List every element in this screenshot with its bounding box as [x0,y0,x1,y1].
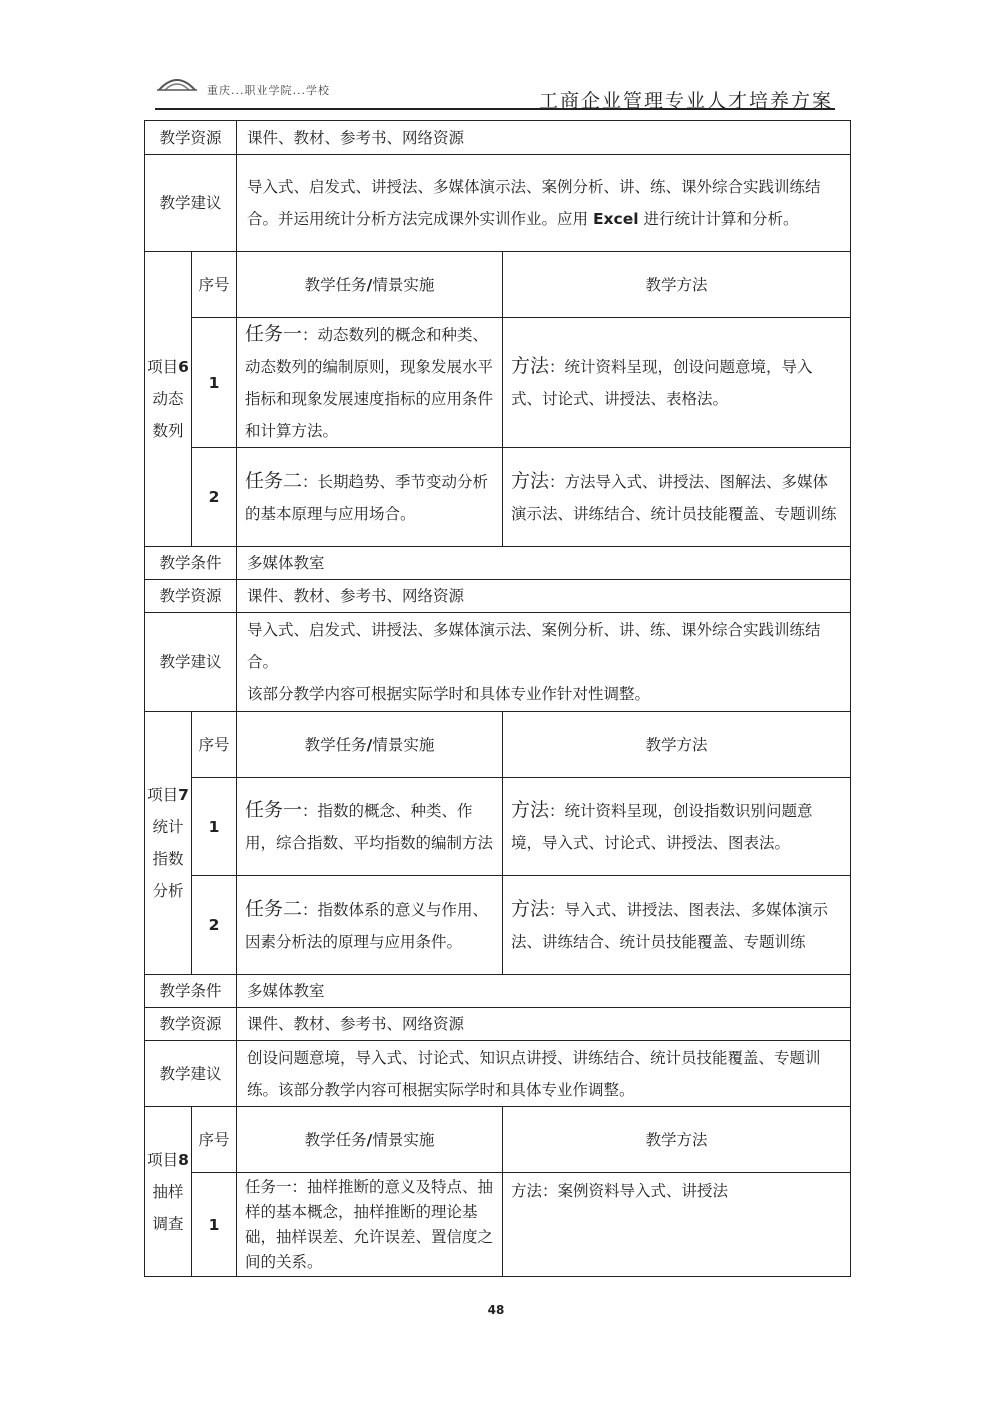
table-row [145,547,851,580]
method-header: 教学方法 [503,252,851,318]
page-number: 48 [487,1303,505,1317]
content-part: 导入式、启发式、讲授法、多媒体演示法、案例分析、讲、练、课外综合实践训练结合。并运用统计分析方法完成课外实训作业。应用 [247,178,821,228]
project-name: 统计指数分析 [152,818,184,900]
task-header-text: 教学任务 [304,275,367,294]
task-header-text: 教学任务 [304,1130,367,1149]
project-number: 8 [178,1150,189,1169]
page-header [155,70,835,110]
method-header: 教学方法 [503,712,851,778]
table-row [145,712,851,778]
table-row [145,1173,851,1277]
task-heading: 任务二 [245,897,303,920]
method-heading: 方法 [511,799,550,821]
curriculum-table [144,120,851,1277]
table-row [145,580,851,613]
row-label: 教学资源 [145,1008,237,1041]
content-part: 进行统计计算和分析。 [638,210,799,228]
method-cell [503,318,851,448]
project-label: 项目 [147,1150,179,1169]
school-logo-icon [157,74,197,92]
table-row [145,1041,851,1107]
method-text: ：统计资料呈现，创设指数识别问题意境，导入式、讨论式、讲授法、图表法。 [511,802,813,852]
task-text: ：长期趋势、季节变动分析的基本原理与应用场合。 [245,472,489,523]
task-header [237,1107,503,1173]
seq-number: 1 [192,318,237,448]
table-row [145,448,851,547]
header-rule [155,108,835,110]
task-header-text: 教学任务 [304,735,367,754]
method-text: ：方法导入式、讲授法、图解法、多媒体演示法、讲练结合、统计员技能覆盖、专题训练 [511,472,837,523]
project-title [145,252,192,547]
task-header-slash: / [366,275,373,294]
seq-header: 序号 [192,712,237,778]
project-title [145,712,192,975]
row-content: 多媒体教室 [237,975,851,1008]
method-cell [503,778,851,876]
project-title [145,1107,192,1277]
task-cell [237,318,503,448]
task-cell [237,876,503,975]
project-name: 抽样调查 [152,1182,184,1233]
table-row [145,1008,851,1041]
row-content: 课件、教材、参考书、网络资源 [237,580,851,613]
task-text: ：指数体系的意义与作用、因素分析法的原理与应用条件。 [245,900,489,951]
row-label: 教学建议 [145,1041,237,1107]
row-content: 多媒体教室 [237,547,851,580]
project-name: 动态数列 [152,390,184,440]
table-row [145,1107,851,1173]
task-header-text: 情景实施 [372,1130,435,1149]
row-content: 创设问题意境，导入式、讨论式、知识点讲授、讲练结合、统计员技能覆盖、专题训练。该部分教学内容可根据实际学时和具体专业作调整。 [237,1041,851,1107]
row-content: 课件、教材、参考书、网络资源 [237,1008,851,1041]
row-label: 教学建议 [145,613,237,712]
content-line: 导入式、启发式、讲授法、多媒体演示法、案例分析、讲、练、课外综合实践训练结合。 [247,621,821,671]
row-label: 教学资源 [145,580,237,613]
row-content: 课件、教材、参考书、网络资源 [237,121,851,155]
row-content [237,613,851,712]
task-header-text: 情景实施 [372,735,435,754]
task-header-text: 情景实施 [372,275,435,294]
seq-number: 1 [192,1173,237,1277]
task-heading: 任务一 [245,323,303,345]
task-heading: 任务一 [245,799,303,821]
table-row [145,975,851,1008]
task-cell [237,778,503,876]
seq-number: 2 [192,876,237,975]
project-label: 项目 [147,786,179,804]
content-line: 该部分教学内容可根据实际学时和具体专业作针对性调整。 [247,685,651,703]
table-row [145,318,851,448]
method-heading: 方法 [511,469,550,492]
table-row [145,252,851,318]
row-label: 教学条件 [145,975,237,1008]
document-title: 工商企业管理专业人才培养方案 [538,90,833,112]
method-text: ：导入式、讲授法、图表法、多媒体演示法、讲练结合、统计员技能覆盖、专题训练 [511,900,829,951]
task-header-slash: / [366,1130,373,1149]
seq-header: 序号 [192,252,237,318]
project-number: 7 [178,786,189,804]
row-label: 教学建议 [145,155,237,252]
method-heading: 方法 [511,355,550,377]
table-row [145,876,851,975]
table-row [145,155,851,252]
project-number: 6 [178,358,189,376]
method-header: 教学方法 [503,1107,851,1173]
row-label: 教学条件 [145,547,237,580]
task-header [237,252,503,318]
method-cell: 方法：案例资料导入式、讲授法 [503,1173,851,1277]
seq-number: 1 [192,778,237,876]
seq-header: 序号 [192,1107,237,1173]
task-heading: 任务二 [245,469,303,492]
row-content [237,155,851,252]
project-label: 项目 [147,358,179,376]
excel-term: Excel [592,210,639,228]
method-heading: 方法 [511,897,550,920]
task-cell: 任务一：抽样推断的意义及特点、抽样的基本概念，抽样推断的理论基础，抽样误差、允许误差、置信度之间的关系。 [237,1173,503,1277]
task-header-slash: / [366,735,373,754]
task-text: ：指数的概念、种类、作用，综合指数、平均指数的编制方法 [245,802,494,852]
seq-number: 2 [192,448,237,547]
school-name: 重庆...职业学院...学校 [207,84,330,97]
row-label: 教学资源 [145,121,237,155]
task-header [237,712,503,778]
table-row [145,121,851,155]
task-cell [237,448,503,547]
table-row [145,613,851,712]
method-text: ：统计资料呈现，创设问题意境，导入式、讨论式、讲授法、表格法。 [511,358,813,408]
method-cell [503,876,851,975]
method-cell [503,448,851,547]
task-text: ：动态数列的概念和种类、动态数列的编制原则，现象发展水平指标和现象发展速度指标的应用条件和计算方法。 [245,326,494,440]
table-row [145,778,851,876]
